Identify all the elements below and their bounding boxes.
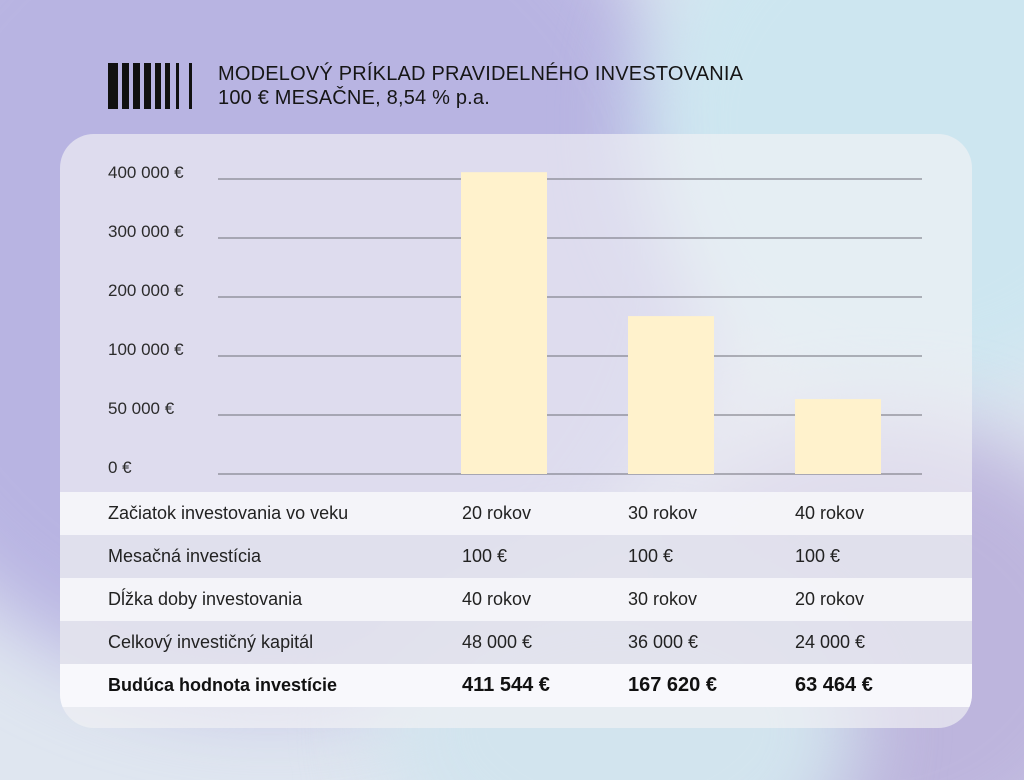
y-tick-label: 300 000 € — [108, 222, 184, 241]
table-cell: 63 464 € — [795, 674, 873, 696]
table-cell: 48 000 € — [462, 632, 533, 652]
table-cell: 100 € — [628, 546, 674, 566]
bar-1 — [461, 172, 547, 474]
table-cell: 30 rokov — [628, 503, 698, 523]
chart-subtitle: 100 € MESAČNE, 8,54 % p.a. — [218, 87, 491, 109]
table-cell: 20 rokov — [462, 503, 532, 523]
data-table — [60, 492, 972, 707]
bar-2 — [628, 316, 714, 474]
y-tick-label: 0 € — [108, 458, 132, 477]
row-label: Budúca hodnota investície — [108, 675, 338, 695]
table-cell: 100 € — [795, 546, 841, 566]
row-label: Začiatok investovania vo veku — [108, 503, 349, 523]
table-cell: 30 rokov — [628, 589, 698, 609]
chart-title: MODELOVÝ PRÍKLAD PRAVIDELNÉHO INVESTOVANIA — [218, 63, 744, 85]
header — [108, 62, 743, 110]
y-tick-label: 400 000 € — [108, 163, 184, 182]
table-cell: 40 rokov — [462, 589, 532, 609]
table-row — [60, 621, 972, 664]
y-tick-label: 50 000 € — [108, 399, 175, 418]
row-label: Dĺžka doby investovania — [108, 589, 303, 609]
table-row-total — [60, 664, 972, 707]
table-row — [60, 492, 972, 535]
table-cell: 100 € — [462, 546, 508, 566]
bar-chart — [60, 134, 972, 492]
table-row — [60, 578, 972, 621]
row-label: Mesačná investícia — [108, 546, 262, 566]
table-cell: 411 544 € — [462, 674, 550, 696]
bar-3 — [795, 399, 881, 474]
table-cell: 167 620 € — [628, 674, 717, 696]
row-label: Celkový investičný kapitál — [108, 632, 314, 652]
table-cell: 36 000 € — [628, 632, 699, 652]
chart-card — [60, 134, 972, 728]
table-cell: 24 000 € — [795, 632, 866, 652]
y-axis-ticks — [108, 163, 184, 477]
bars — [461, 172, 881, 474]
table-cell: 40 rokov — [795, 503, 865, 523]
table-cell: 20 rokov — [795, 589, 865, 609]
table-row — [60, 535, 972, 578]
barcode-icon — [108, 63, 194, 109]
y-tick-label: 100 000 € — [108, 340, 184, 359]
y-tick-label: 200 000 € — [108, 281, 184, 300]
